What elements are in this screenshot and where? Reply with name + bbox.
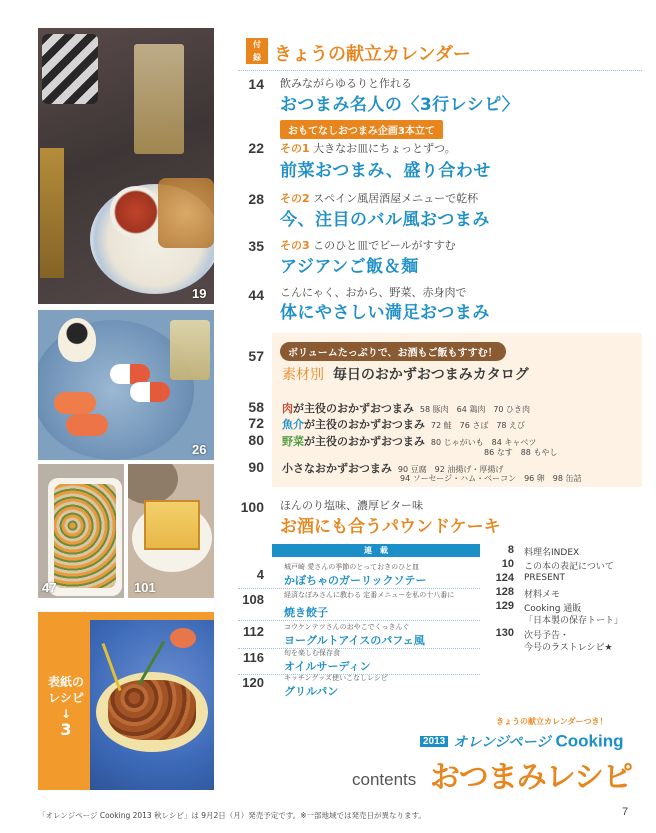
catalog-item-vegetable: 野菜が主役のおかずおつまみ 80 じゃがいも 84 キャベツ [282,435,537,448]
photo-page-number: 19 [192,286,207,301]
serial-title: ヨーグルトアイスのパフェ風 [284,634,425,647]
entry-subtitle: 飲みながらゆるりと作れる [280,77,412,90]
brand-logo [420,731,623,752]
calendar-title: きょうの献立カレンダー [274,44,471,65]
page-number: 58 [248,399,264,415]
index-item: この本の表記について [524,562,614,572]
brand-cooking: Cooking [555,731,624,751]
brand-name: オレンジページ [453,734,551,751]
entry-title: アジアンご飯＆麺 [280,257,419,277]
brand-tagline: きょうの献立カレンダーつき！ [496,717,608,726]
entry-subtitle: その3 このひと皿でビールがすすむ [280,239,456,252]
index-item-detail: 今号のラストレシピ★ [524,643,613,653]
photo-meatballs [90,620,214,790]
feature-badge: おもてなしおつまみ企画3本立て [280,120,443,139]
serial-title: 焼き餃子 [284,606,328,619]
cover-recipe-panel [38,612,214,790]
entry-subtitle: その1 大きなお皿にちょっとずつ。 [280,142,456,155]
serial-subtitle: コウケンテツさんのおやこでくっきんぐ [284,623,410,631]
page-number: 116 [243,650,264,665]
index-item: Cooking 通販 [524,604,582,614]
page-number-footer: 7 [622,806,629,818]
catalog-item-small: 小さなおかずおつまみ 90 豆腐 92 油揚げ・厚揚げ [282,462,504,475]
page-number: 108 [242,592,264,607]
index-item: 材料メモ [524,590,561,600]
footer-note: 「オレンジページ Cooking 2013 秋レシピ」は 9月2日（月）発売予定です。※一部地域では発売日が異なります。 [38,811,426,820]
photo-cocktail-appetizers [38,28,214,304]
photo-page-number: 101 [134,580,156,595]
arrow-down-icon: ↓ [60,707,72,721]
photo-salmon-rolls [38,310,214,460]
entry-title: おつまみ名人の〈3行レシピ〉 [280,95,520,115]
page-number: 4 [256,567,264,582]
photo-pound-cake [128,464,214,598]
serial-title: オイルサーディン [284,660,371,673]
photo-gratin [38,464,124,598]
catalog-badge: ボリュームたっぷりで、お酒もご飯もすすむ！ [280,342,506,361]
entry-subtitle: ほんのり塩味、濃厚ビター味 [280,499,423,512]
catalog-item-meat: 肉が主役のおかずおつまみ 58 豚肉 64 鶏肉 70 ひき肉 [282,402,531,415]
cover-label-line2: レシピ [48,691,84,705]
page-number: 130 [495,627,514,639]
index-item: PRESENT [524,573,565,583]
page-number: 35 [248,238,264,254]
entry-title: 体にやさしい満足おつまみ [280,303,490,323]
page-number: 120 [242,675,264,690]
catalog-item-seafood: 魚介が主役のおかずおつまみ 72 鮭 76 さば 78 えび [282,418,526,431]
catalog-title: 素材別 毎日のおかずおつまみカタログ [282,367,529,383]
serial-title: かぼちゃのガーリックソテー [284,574,427,587]
cover-page-number: 3 [60,720,72,739]
page-number: 57 [248,348,264,364]
index-item: 次号予告・ [524,631,570,641]
serial-title: グリルパン [284,685,339,698]
contents-label: contents [352,770,417,789]
index-item: 料理名INDEX [524,548,580,558]
entry-title: 今、注目のバル風おつまみ [280,210,490,230]
page-number: 124 [495,572,514,584]
magazine-title: おつまみレシピ [430,760,632,795]
page-number: 28 [248,191,264,207]
serial-subtitle: 城戸崎 愛さんの季節のとっておきのひと皿 [284,563,420,571]
page-number: 128 [495,586,514,598]
entry-subtitle: その2 スペイン風居酒屋メニューで乾杯 [280,192,479,205]
page-number: 72 [248,415,264,431]
page-number: 80 [248,432,264,448]
entry-subtitle: こんにゃく、おから、野菜、赤身肉で [280,286,467,299]
page-number: 22 [248,140,264,156]
page-number: 8 [507,544,514,556]
page-number: 44 [248,287,264,303]
page-number: 10 [501,558,514,570]
serial-subtitle: 経済なぼみさんに教わる 定番メニューを私の十八番に [284,591,455,599]
page-number: 100 [240,499,264,515]
catalog-item-small-refs: 94 ソーセージ・ハム・ベーコン 96 卵 98 缶詰 [400,474,582,483]
serial-subtitle: キッチングッズ使いこなしレシピ [284,674,388,682]
page-number: 129 [495,600,514,612]
cover-label-line1: 表紙の [47,675,84,689]
entry-title: 前菜おつまみ、盛り合わせ [280,161,491,181]
calendar-tag: 付録 [246,38,268,64]
page-number: 90 [248,459,264,475]
cover-recipe-label [42,674,90,738]
page-number: 14 [248,76,264,92]
serial-subtitle: 旬を楽しむ保存食 [284,649,340,657]
brand-year: 2013 [420,736,448,747]
catalog-item-vegetable-refs: 86 なす 88 もやし [484,448,558,457]
photo-page-number: 47 [42,580,57,595]
page-number: 112 [243,624,264,639]
index-item-detail: 「日本製の保存トート」 [524,616,624,626]
photo-page-number: 26 [192,442,207,457]
serial-label: 連 載 [272,544,480,557]
entry-title: お酒にも合うパウンドケーキ [280,517,501,537]
